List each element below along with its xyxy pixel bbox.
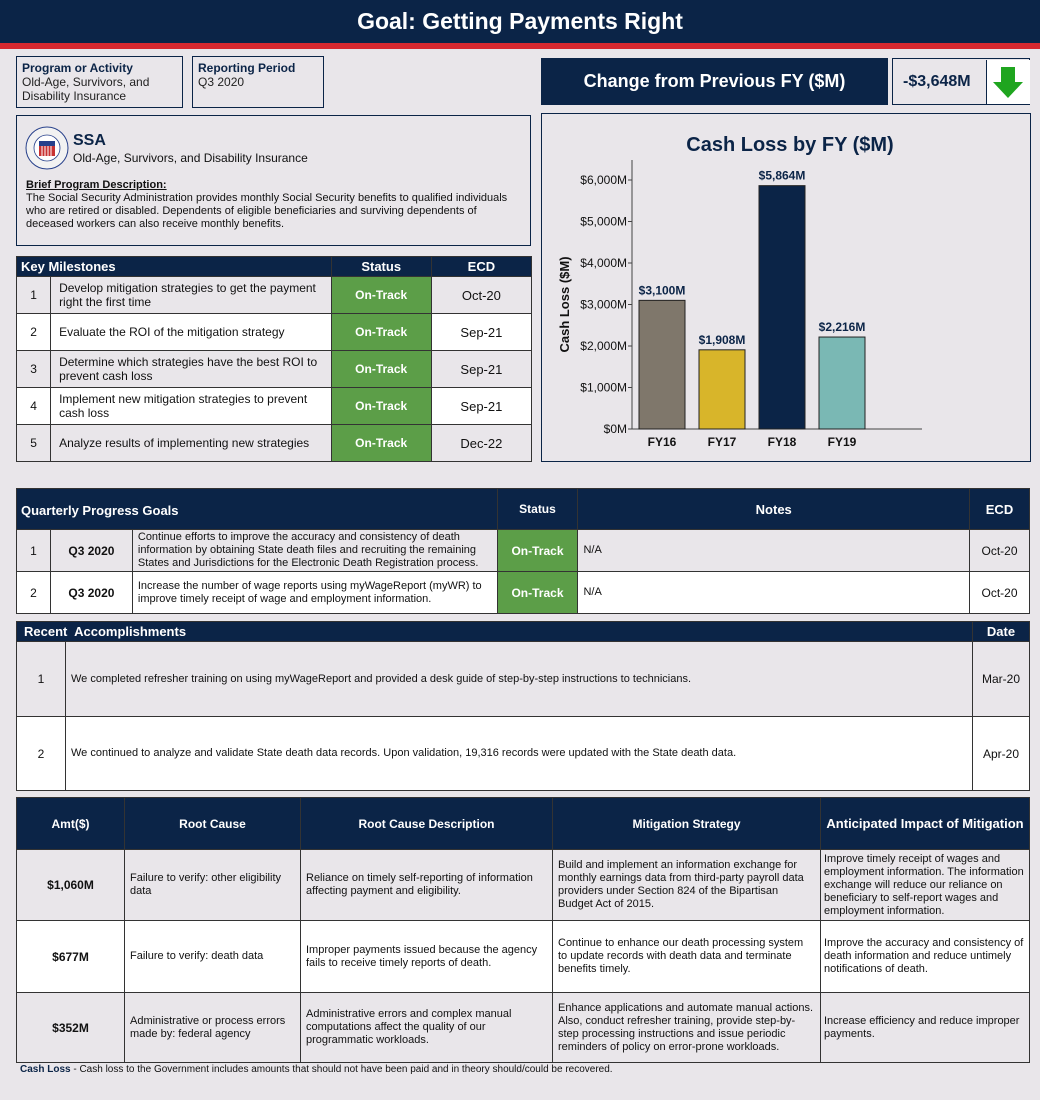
- footnote-text: - Cash loss to the Government includes amounts that should not have been paid and in theory should/could be recovered.: [70, 1064, 613, 1075]
- status-badge: On-Track: [497, 530, 578, 572]
- y-tick-label: $5,000M: [580, 214, 627, 229]
- quarter: Q3 2020: [50, 572, 132, 614]
- root-cause-desc: Administrative errors and complex manual computations affect the quality of our programmatic workloads.: [301, 993, 553, 1063]
- root-cause-desc: Reliance on timely self-reporting of information affecting payment and eligibility.: [301, 850, 553, 921]
- x-tick-label: FY17: [707, 435, 737, 449]
- chart-title: Cash Loss by FY ($M): [686, 134, 894, 156]
- description-label: Brief Program Description:: [26, 179, 167, 191]
- goal-desc: Increase the number of wage reports using myWageReport (myWR) to improve timely receipt of wage and employment information.: [132, 572, 497, 614]
- table-row: [17, 314, 532, 351]
- bar-fy16: [639, 300, 685, 429]
- table-row: [17, 993, 1030, 1063]
- amount-header: Amt($): [17, 798, 125, 850]
- accomplishment-text: We continued to analyze and validate State death data records. Upon validation, 19,316 records were updated with the State death data.: [66, 717, 973, 791]
- change-label: [541, 58, 888, 105]
- milestone-ecd: Oct-20: [431, 277, 531, 314]
- y-axis-label: Cash Loss ($M): [557, 256, 572, 353]
- milestone-desc: Implement new mitigation strategies to prevent cash loss: [51, 388, 332, 425]
- quarterly-notes-header: Notes: [578, 489, 970, 530]
- status-badge: On-Track: [497, 572, 578, 614]
- change-label-text: Change from Previous FY ($M): [583, 71, 846, 91]
- milestones-table: [16, 256, 532, 462]
- goal-ecd: Oct-20: [970, 530, 1030, 572]
- amount: $677M: [17, 921, 125, 993]
- agency-box: [16, 115, 531, 246]
- program-value: Old-Age, Survivors, and Disability Insurance: [22, 75, 150, 103]
- row-number: 3: [17, 351, 51, 388]
- accomplishments-date-header: Date: [973, 622, 1030, 642]
- row-number: 2: [17, 314, 51, 351]
- data-label: $1,908M: [698, 332, 746, 347]
- ssa-logo: [25, 126, 69, 170]
- footnote: [20, 1064, 613, 1075]
- table-row: [17, 921, 1030, 993]
- y-tick-label: $4,000M: [580, 256, 627, 270]
- quarterly-status-header: Status: [497, 489, 578, 530]
- milestone-ecd: Sep-21: [431, 314, 531, 351]
- mitigation-strategy: Continue to enhance our death processing system to update records with death data and terminate benefits timely.: [553, 921, 821, 993]
- accomplishment-text: We completed refresher training on using myWageReport and provided a desk guide of step-by-step instructions to technicians.: [66, 642, 973, 717]
- goal-notes: N/A: [578, 530, 970, 572]
- bar-fy18: [759, 186, 805, 429]
- root-cause: Administrative or process errors made by: federal agency: [125, 993, 301, 1063]
- accomplishment-date: Mar-20: [973, 642, 1030, 717]
- table-row: [17, 530, 1030, 572]
- milestones-header: Key Milestones: [17, 257, 332, 277]
- mitigation-strategy: Build and implement an information exchange for monthly earnings data from third-party payroll data providers under Section 824 of the Bipartisan Budget Act of 2015.: [553, 850, 821, 921]
- row-number: 1: [17, 530, 51, 572]
- accomplishments-table: [16, 621, 1030, 791]
- x-tick-label: FY16: [647, 435, 677, 449]
- agency-program: Old-Age, Survivors, and Disability Insurance: [73, 151, 308, 165]
- period-box: [192, 56, 324, 108]
- status-badge: On-Track: [331, 351, 431, 388]
- quarterly-header: Quarterly Progress Goals: [17, 489, 498, 530]
- status-badge: On-Track: [331, 425, 431, 462]
- accomplishment-date: Apr-20: [973, 717, 1030, 791]
- header-divider: [0, 43, 1040, 49]
- program-label: Program or Activity: [22, 61, 133, 75]
- page-title: Goal: Getting Payments Right: [0, 0, 1040, 43]
- y-tick-label: $0M: [603, 422, 627, 436]
- x-tick-label: FY18: [767, 435, 797, 449]
- root-cause: Failure to verify: other eligibility data: [125, 850, 301, 921]
- row-number: 5: [17, 425, 51, 462]
- anticipated-impact: Increase efficiency and reduce improper payments.: [821, 993, 1030, 1063]
- x-tick-label: FY19: [827, 435, 857, 449]
- y-tick-label: $1,000M: [580, 380, 627, 395]
- chart-panel: [541, 113, 1031, 462]
- goal-notes: N/A: [578, 572, 970, 614]
- row-number: 1: [17, 277, 51, 314]
- table-row: [17, 277, 532, 314]
- quarter: Q3 2020: [50, 530, 132, 572]
- milestone-ecd: Sep-21: [431, 388, 531, 425]
- agency-name: SSA: [73, 132, 106, 149]
- period-label: Reporting Period: [198, 61, 296, 75]
- root-cause: Failure to verify: death data: [125, 921, 301, 993]
- row-number: 1: [17, 642, 66, 717]
- goal-ecd: Oct-20: [970, 572, 1030, 614]
- status-badge: On-Track: [331, 388, 431, 425]
- period-value: Q3 2020: [198, 75, 245, 89]
- cash-loss-chart: [542, 114, 1030, 461]
- table-row: [17, 425, 532, 462]
- footnote-term: Cash Loss: [20, 1064, 71, 1075]
- table-row: [17, 572, 1030, 614]
- root-cause-table: [16, 797, 1030, 1063]
- table-row: [17, 388, 532, 425]
- program-box: [16, 56, 183, 108]
- root-cause-desc: Improper payments issued because the agency fails to receive timely reports of death.: [301, 921, 553, 993]
- y-tick-label: $3,000M: [580, 297, 627, 312]
- milestones-ecd-header: ECD: [431, 257, 531, 277]
- y-tick-label: $2,000M: [580, 339, 627, 353]
- root-cause-desc-header: Root Cause Description: [301, 798, 553, 850]
- change-value: -$3,648M: [903, 73, 971, 90]
- mitigation-strategy: Enhance applications and automate manual actions. Also, conduct refresher training, provide step-by-step processing instructions and issue periodic reminders of policy on error-prone workloads.: [553, 993, 821, 1063]
- anticipated-impact: Improve the accuracy and consistency of death information and reduce untimely notifications of death.: [821, 921, 1030, 993]
- accomplishments-header: Recent Accomplishments: [17, 622, 973, 642]
- table-row: [17, 351, 532, 388]
- milestones-status-header: Status: [331, 257, 431, 277]
- milestone-desc: Develop mitigation strategies to get the payment right the first time: [51, 277, 332, 314]
- program-description: The Social Security Administration provides monthly Social Security benefits to qualified individuals who are retired or disabled. Dependents of eligible beneficiaries and surviving dependents of deceased workers can also receive monthly benefits.: [26, 192, 508, 230]
- row-number: 2: [17, 717, 66, 791]
- status-badge: On-Track: [331, 314, 431, 351]
- impact-header: Anticipated Impact of Mitigation: [821, 798, 1030, 850]
- row-number: 4: [17, 388, 51, 425]
- row-number: 2: [17, 572, 51, 614]
- table-row: [17, 850, 1030, 921]
- table-row: [17, 717, 1030, 791]
- milestone-desc: Analyze results of implementing new strategies: [51, 425, 332, 462]
- table-row: [17, 642, 1030, 717]
- anticipated-impact: Improve timely receipt of wages and employment information. The information exchange will reduce our reliance on beneficiary to self-report wages and employment information.: [821, 850, 1030, 921]
- arrow-down-icon: [986, 60, 1030, 104]
- status-badge: On-Track: [331, 277, 431, 314]
- milestone-ecd: Dec-22: [431, 425, 531, 462]
- y-tick-label: $6,000M: [580, 173, 627, 187]
- bar-fy19: [819, 337, 865, 429]
- milestone-desc: Determine which strategies have the best ROI to prevent cash loss: [51, 351, 332, 388]
- milestone-desc: Evaluate the ROI of the mitigation strategy: [51, 314, 332, 351]
- quarterly-ecd-header: ECD: [970, 489, 1030, 530]
- bar-fy17: [699, 350, 745, 429]
- change-value-box: [892, 58, 1030, 105]
- data-label: $2,216M: [818, 320, 866, 335]
- milestone-ecd: Sep-21: [431, 351, 531, 388]
- data-label: $5,864M: [758, 168, 806, 183]
- amount: $1,060M: [17, 850, 125, 921]
- root-cause-header: Root Cause: [125, 798, 301, 850]
- amount: $352M: [17, 993, 125, 1063]
- goal-desc: Continue efforts to improve the accuracy and consistency of death information by obtaining State death files and recruiting the remaining States and Jurisdictions for the Electronic Death Registration process.: [132, 530, 497, 572]
- mitigation-header: Mitigation Strategy: [553, 798, 821, 850]
- data-label: $3,100M: [638, 283, 686, 298]
- quarterly-table: [16, 488, 1030, 614]
